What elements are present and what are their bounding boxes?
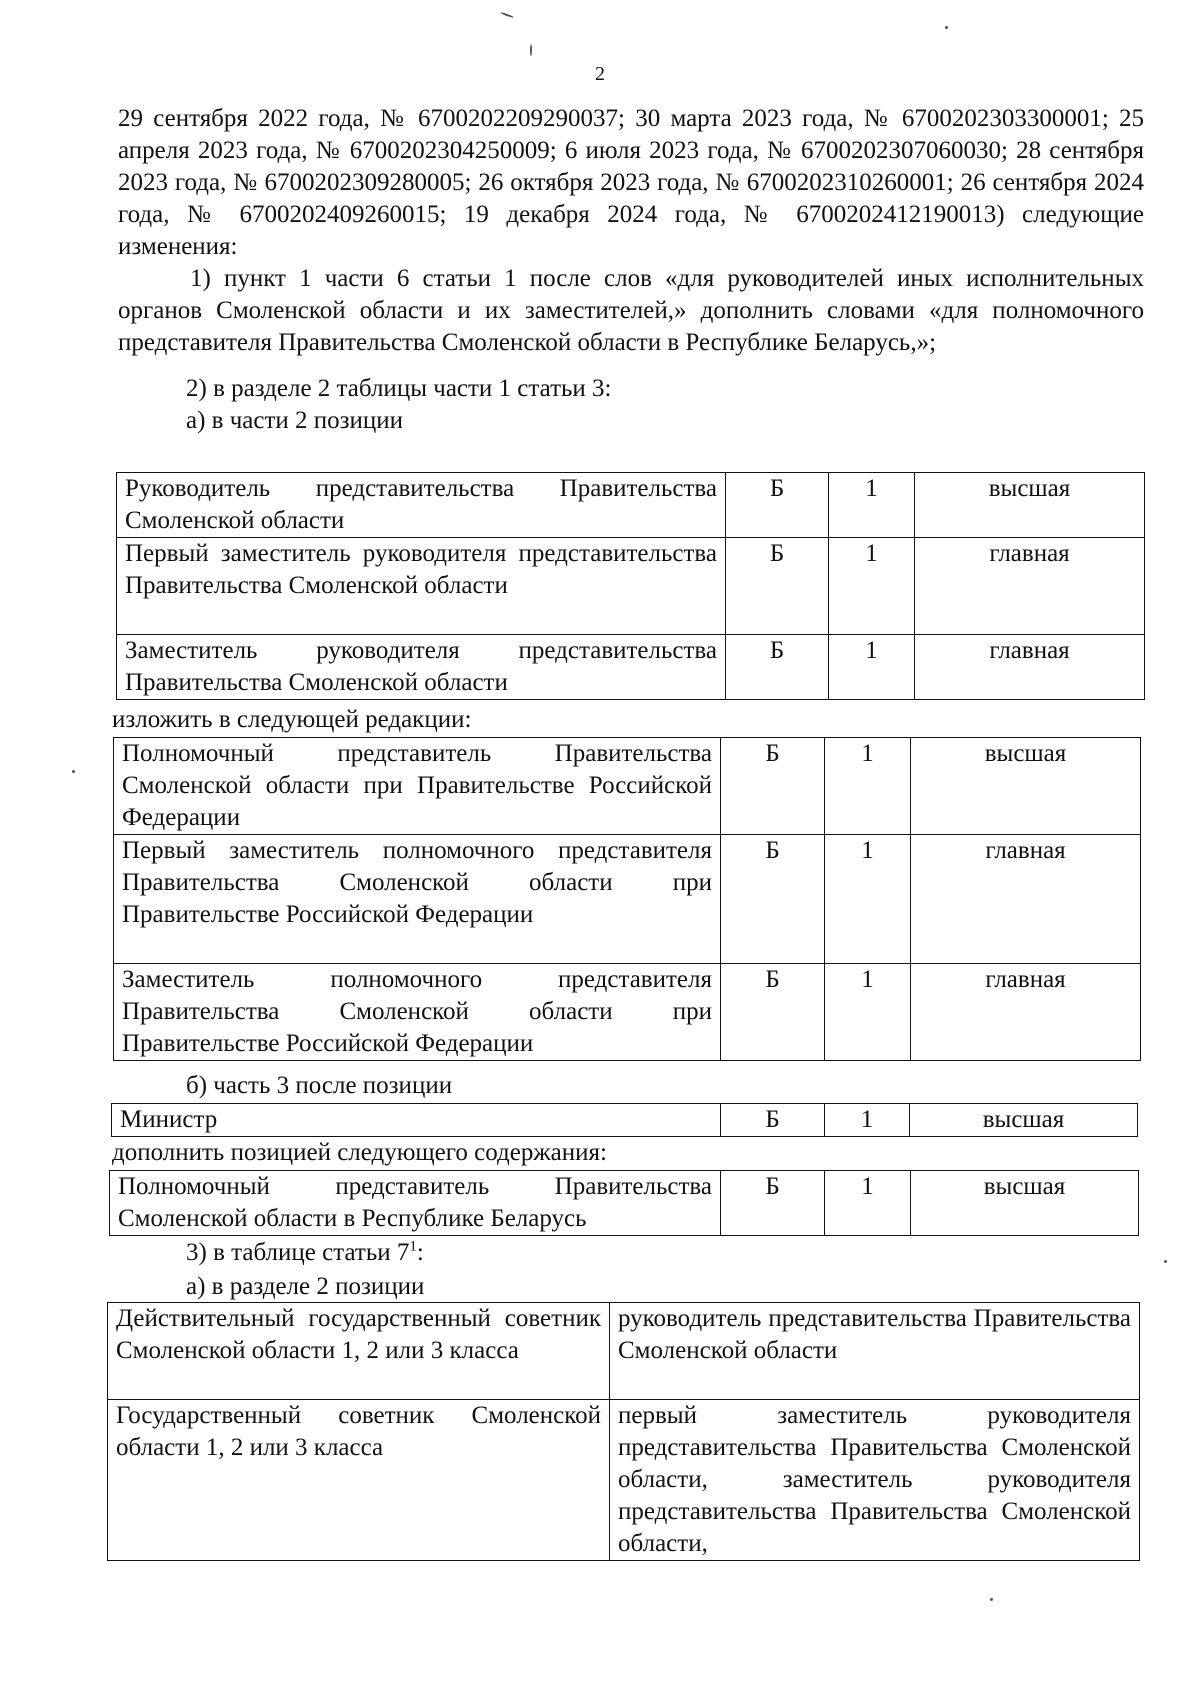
item-3-suffix: :	[416, 1239, 424, 1266]
category-cell: высшая	[910, 1104, 1138, 1137]
page-number: 2	[595, 63, 605, 85]
class-rank-cell: Действительный государственный советник Смоленской области 1, 2 или 3 класса	[108, 1303, 610, 1400]
number-cell: 1	[825, 964, 911, 1061]
position-name-cell: Полномочный представитель Правительства Смоленской области при Правительстве Российской Федерации	[114, 738, 721, 835]
position-name-cell: Заместитель полномочного представителя Правительства Смоленской области при Правительстве Российской Федерации	[114, 964, 721, 1061]
table-row	[110, 1171, 1139, 1236]
item-2b-heading: б) часть 3 после позиции	[186, 1072, 453, 1099]
category-cell: главная	[915, 538, 1145, 635]
table-row	[117, 538, 1145, 635]
category-cell: высшая	[911, 1171, 1139, 1236]
table-positions-old	[116, 472, 1145, 700]
group-cell: Б	[726, 538, 829, 635]
item-3-heading	[186, 1237, 424, 1269]
class-rank-cell: Государственный советник Смоленской области 1, 2 или 3 класса	[108, 1400, 610, 1561]
category-cell: высшая	[911, 738, 1141, 835]
number-cell: 1	[825, 738, 911, 835]
position-name-cell: Первый заместитель руководителя представительства Правительства Смоленской области	[117, 538, 726, 635]
number-cell: 1	[825, 1171, 911, 1236]
number-cell: 1	[829, 473, 915, 538]
number-cell: 1	[825, 835, 911, 964]
position-name-cell: Первый заместитель полномочного представителя Правительства Смоленской области при Правительстве Российской Федерации	[114, 835, 721, 964]
table-row	[114, 738, 1141, 835]
scan-speck	[530, 44, 532, 56]
table-class-ranks	[107, 1302, 1140, 1561]
table-row	[117, 635, 1145, 700]
position-cell: первый заместитель руководителя представительства Правительства Смоленской области, заместитель руководителя представительства Правительства Смоленской области,	[610, 1400, 1140, 1561]
number-cell: 1	[829, 538, 915, 635]
table-positions-new	[113, 737, 1141, 1061]
intro-paragraph: 29 сентября 2022 года, № 6700202209290037; 30 марта 2023 года, № 6700202303300001; 25 апреля 2023 года, № 6700202304250009; 6 июля 2023 года, № 6700202307060030; 28 сентября 2023 года, № 6700202309280005; 26 октября 2023 года, № 6700202310260001; 26 сентября 2024 года, № 6700202409260015; 19 декабря 2024 года, № 6700202412190013) следующие изменения:	[118, 105, 1144, 260]
table-row	[108, 1303, 1140, 1400]
item-3-superscript: 1	[409, 1238, 417, 1255]
group-cell: Б	[721, 1104, 825, 1137]
position-name-cell: Руководитель представительства Правительства Смоленской области	[117, 473, 726, 538]
table-new-belarus-position	[109, 1170, 1139, 1236]
category-cell: высшая	[915, 473, 1145, 538]
position-name-cell: Заместитель руководителя представительства Правительства Смоленской области	[117, 635, 726, 700]
position-cell: руководитель представительства Правительства Смоленской области	[610, 1303, 1140, 1400]
scan-speck	[1164, 1260, 1167, 1263]
table-row	[117, 473, 1145, 538]
group-cell: Б	[721, 1171, 825, 1236]
table-minister-position	[111, 1103, 1138, 1137]
number-cell: 1	[825, 1104, 910, 1137]
category-cell: главная	[911, 964, 1141, 1061]
position-name-cell: Полномочный представитель Правительства Смоленской области в Республике Беларусь	[110, 1171, 721, 1236]
scan-speck	[990, 1598, 993, 1601]
table-row	[114, 964, 1141, 1061]
table-row	[112, 1104, 1138, 1137]
table-row	[114, 835, 1141, 964]
supplement-heading: дополнить позицией следующего содержания:	[112, 1139, 607, 1166]
item-3a-heading: а) в разделе 2 позиции	[186, 1273, 425, 1300]
scan-speck	[500, 12, 514, 19]
scan-speck	[72, 770, 75, 773]
category-cell: главная	[915, 635, 1145, 700]
number-cell: 1	[829, 635, 915, 700]
category-cell: главная	[911, 835, 1141, 964]
group-cell: Б	[721, 964, 825, 1061]
group-cell: Б	[721, 835, 825, 964]
group-cell: Б	[726, 473, 829, 538]
item-1-paragraph: 1) пункт 1 части 6 статьи 1 после слов «для руководителей иных исполнительных органов Смоленской области и их заместителей,» дополнить словами «для полномочного представителя Правительства Смоленской области в Республике Беларусь,»;	[118, 265, 1144, 356]
restate-heading: изложить в следующей редакции:	[112, 706, 472, 733]
table-row	[108, 1400, 1140, 1561]
scan-speck	[945, 26, 948, 29]
position-name-cell: Министр	[112, 1104, 721, 1137]
item-2-heading: 2) в разделе 2 таблицы части 1 статьи 3:	[186, 375, 612, 402]
group-cell: Б	[726, 635, 829, 700]
group-cell: Б	[721, 738, 825, 835]
item-2a-heading: а) в части 2 позиции	[186, 407, 404, 434]
item-3-text: 3) в таблице статьи 7	[186, 1239, 410, 1266]
